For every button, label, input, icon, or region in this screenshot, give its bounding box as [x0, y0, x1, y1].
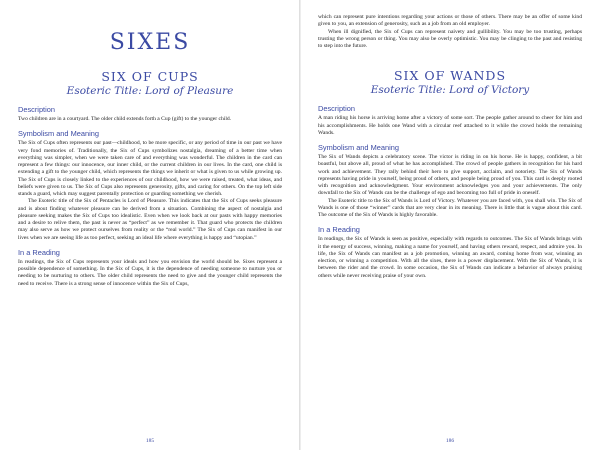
- card-title-six-of-cups: SIX OF CUPS: [101, 69, 199, 84]
- reading-paragraph: In readings, the Six of Wands is seen as positive, especially with regards to outcomes. The Six of Wands brings with it the energy of success, winning, making a name for yourself, and having others reward, respect, and admire you. In life, the Six of Wands can manifest as a job promotion, winning an award, coming home from war, winning an election, or winning a competition. With all the sixes, there is a power displacement. With the Six of Wands, it is between the rider and the crowd. In some occasion, the Six of Wands can indicate a behavior of always praising others while never receiving praise of your own.: [318, 236, 582, 279]
- page-number: 185: [145, 438, 155, 444]
- symbolism-paragraph: The Six of Cups often represents our past—childhood, to be more specific, or any period of time in our past we have very fond memories of. Traditionally, the Six of Cups symbolizes nostalgia, dreaming of a better time when everything was simpler, when we were taken care of and everything was wonderful. The children in the card can represent a few things: our innocence, our inner child, or the current children in our lives. In the card, one child is extending a gift to the younger child, which represents the things we inherit or what is given to us while growing up. The Six of Cups is closely linked to the experiences of our childhood, how we were raised, treated, what ideas, and beliefs were given to us. The Six of Cups also represents generosity, gifts, and caring for others. On the top left side stands a guard, which may suggest parentally protection or guarding something we cherish.: [18, 140, 282, 197]
- description-heading: Description: [318, 104, 355, 114]
- continued-paragraph: When ill dignified, the Six of Cups can represent naivety and gullibility. You may be too trusting, perhaps trusting the wrong person or thing. You may also be overly optimistic. You may be clinging to the past and resisting to step into the future.: [318, 28, 582, 49]
- symbolism-paragraph: The Esoteric title of the Six of Pentacles is Lord of Pleasure. This indicates that the Six of Cups seeks pleasure and is about finding whatever pleasure can be derived from a situation. Combining the aspect of nostalgia and pleasure seeking makes the Six of Cups too idealistic. Even when we look back at our pasts with happy memories and a desire to relive them, the past is never as “perfect” as we remember it. That guard who protects the children may also serve as how we protect ourselves from reality or the “real world.” The Six of Cups can manifest in our lives when we are seeing life as too perfect, seeking an ideal life where everything is happy and “utopian.”: [18, 198, 282, 241]
- symbolism-paragraph: The Six of Wands depicts a celebratory scene. The victor is riding in on his horse. He is happy, confident, a bit boastful, but above all, proud of what he has accomplished. The crowd of people gathers in recognition for his hard work and achievement. They rally behind their hero to give support, acclaim, and notoriety. The Six of Wands represents having pride in yourself, being proud of others, and people being proud of you. This card is deeply rooted with recognition and acknowledgment. Your environment acknowledges you and your achievements. The only downfall to the Six of Wands can be the challenge of ego and becoming too full of pride in oneself.: [318, 154, 582, 197]
- right-page: [300, 0, 600, 450]
- symbolism-heading: Symbolism and Meaning: [18, 129, 99, 139]
- description-text: Two children are in a courtyard. The older child extends forth a Cup (gift) to the younger child.: [18, 116, 232, 122]
- continued-paragraph: which can represent pure intentions regarding your actions or those of others. There may be an offer of some kind given to you, an extension of generosity, such as a job from an old employer.: [318, 14, 582, 28]
- page-number: 186: [445, 438, 455, 444]
- esoteric-title: Esoteric Title: Lord of Victory: [370, 84, 530, 97]
- reading-heading: In a Reading: [318, 225, 360, 235]
- description-text: A man riding his horse is arriving home after a victory of some sort. The people gather around to cheer for him and his accomplishments. He holds one Wand with a circular reef attached to it while the crowd holds the remaining Wands.: [318, 115, 582, 136]
- chapter-title: SIXES: [109, 30, 191, 55]
- description-heading: Description: [18, 105, 55, 114]
- reading-heading: In a Reading: [18, 247, 60, 257]
- card-title-six-of-wands: SIX OF WANDS: [393, 68, 507, 84]
- symbolism-heading: Symbolism and Meaning: [318, 143, 399, 152]
- symbolism-paragraph: The Esoteric title to the Six of Wands is Lord of Victory. Whatever you are faced with, you shall win. The Six of Wands is one of those “winner” cards that are very clear in its meaning. There is little that is vague about this card. The outcome of the Six of Wands is highly favorable.: [318, 197, 582, 218]
- esoteric-title: Esoteric Title: Lord of Pleasure: [66, 85, 234, 97]
- reading-paragraph: In readings, the Six of Cups represents your ideals and how you envision the world should be. Sixes represent a possible dependence of something. In the Six of Cups, it is the dependence of needing someone to nurture you or needing to be nurturing to others. The older child represents the need to give and the younger child represents the need to receive. There is a strong sense of innocence within the Six of Cups,: [18, 258, 282, 287]
